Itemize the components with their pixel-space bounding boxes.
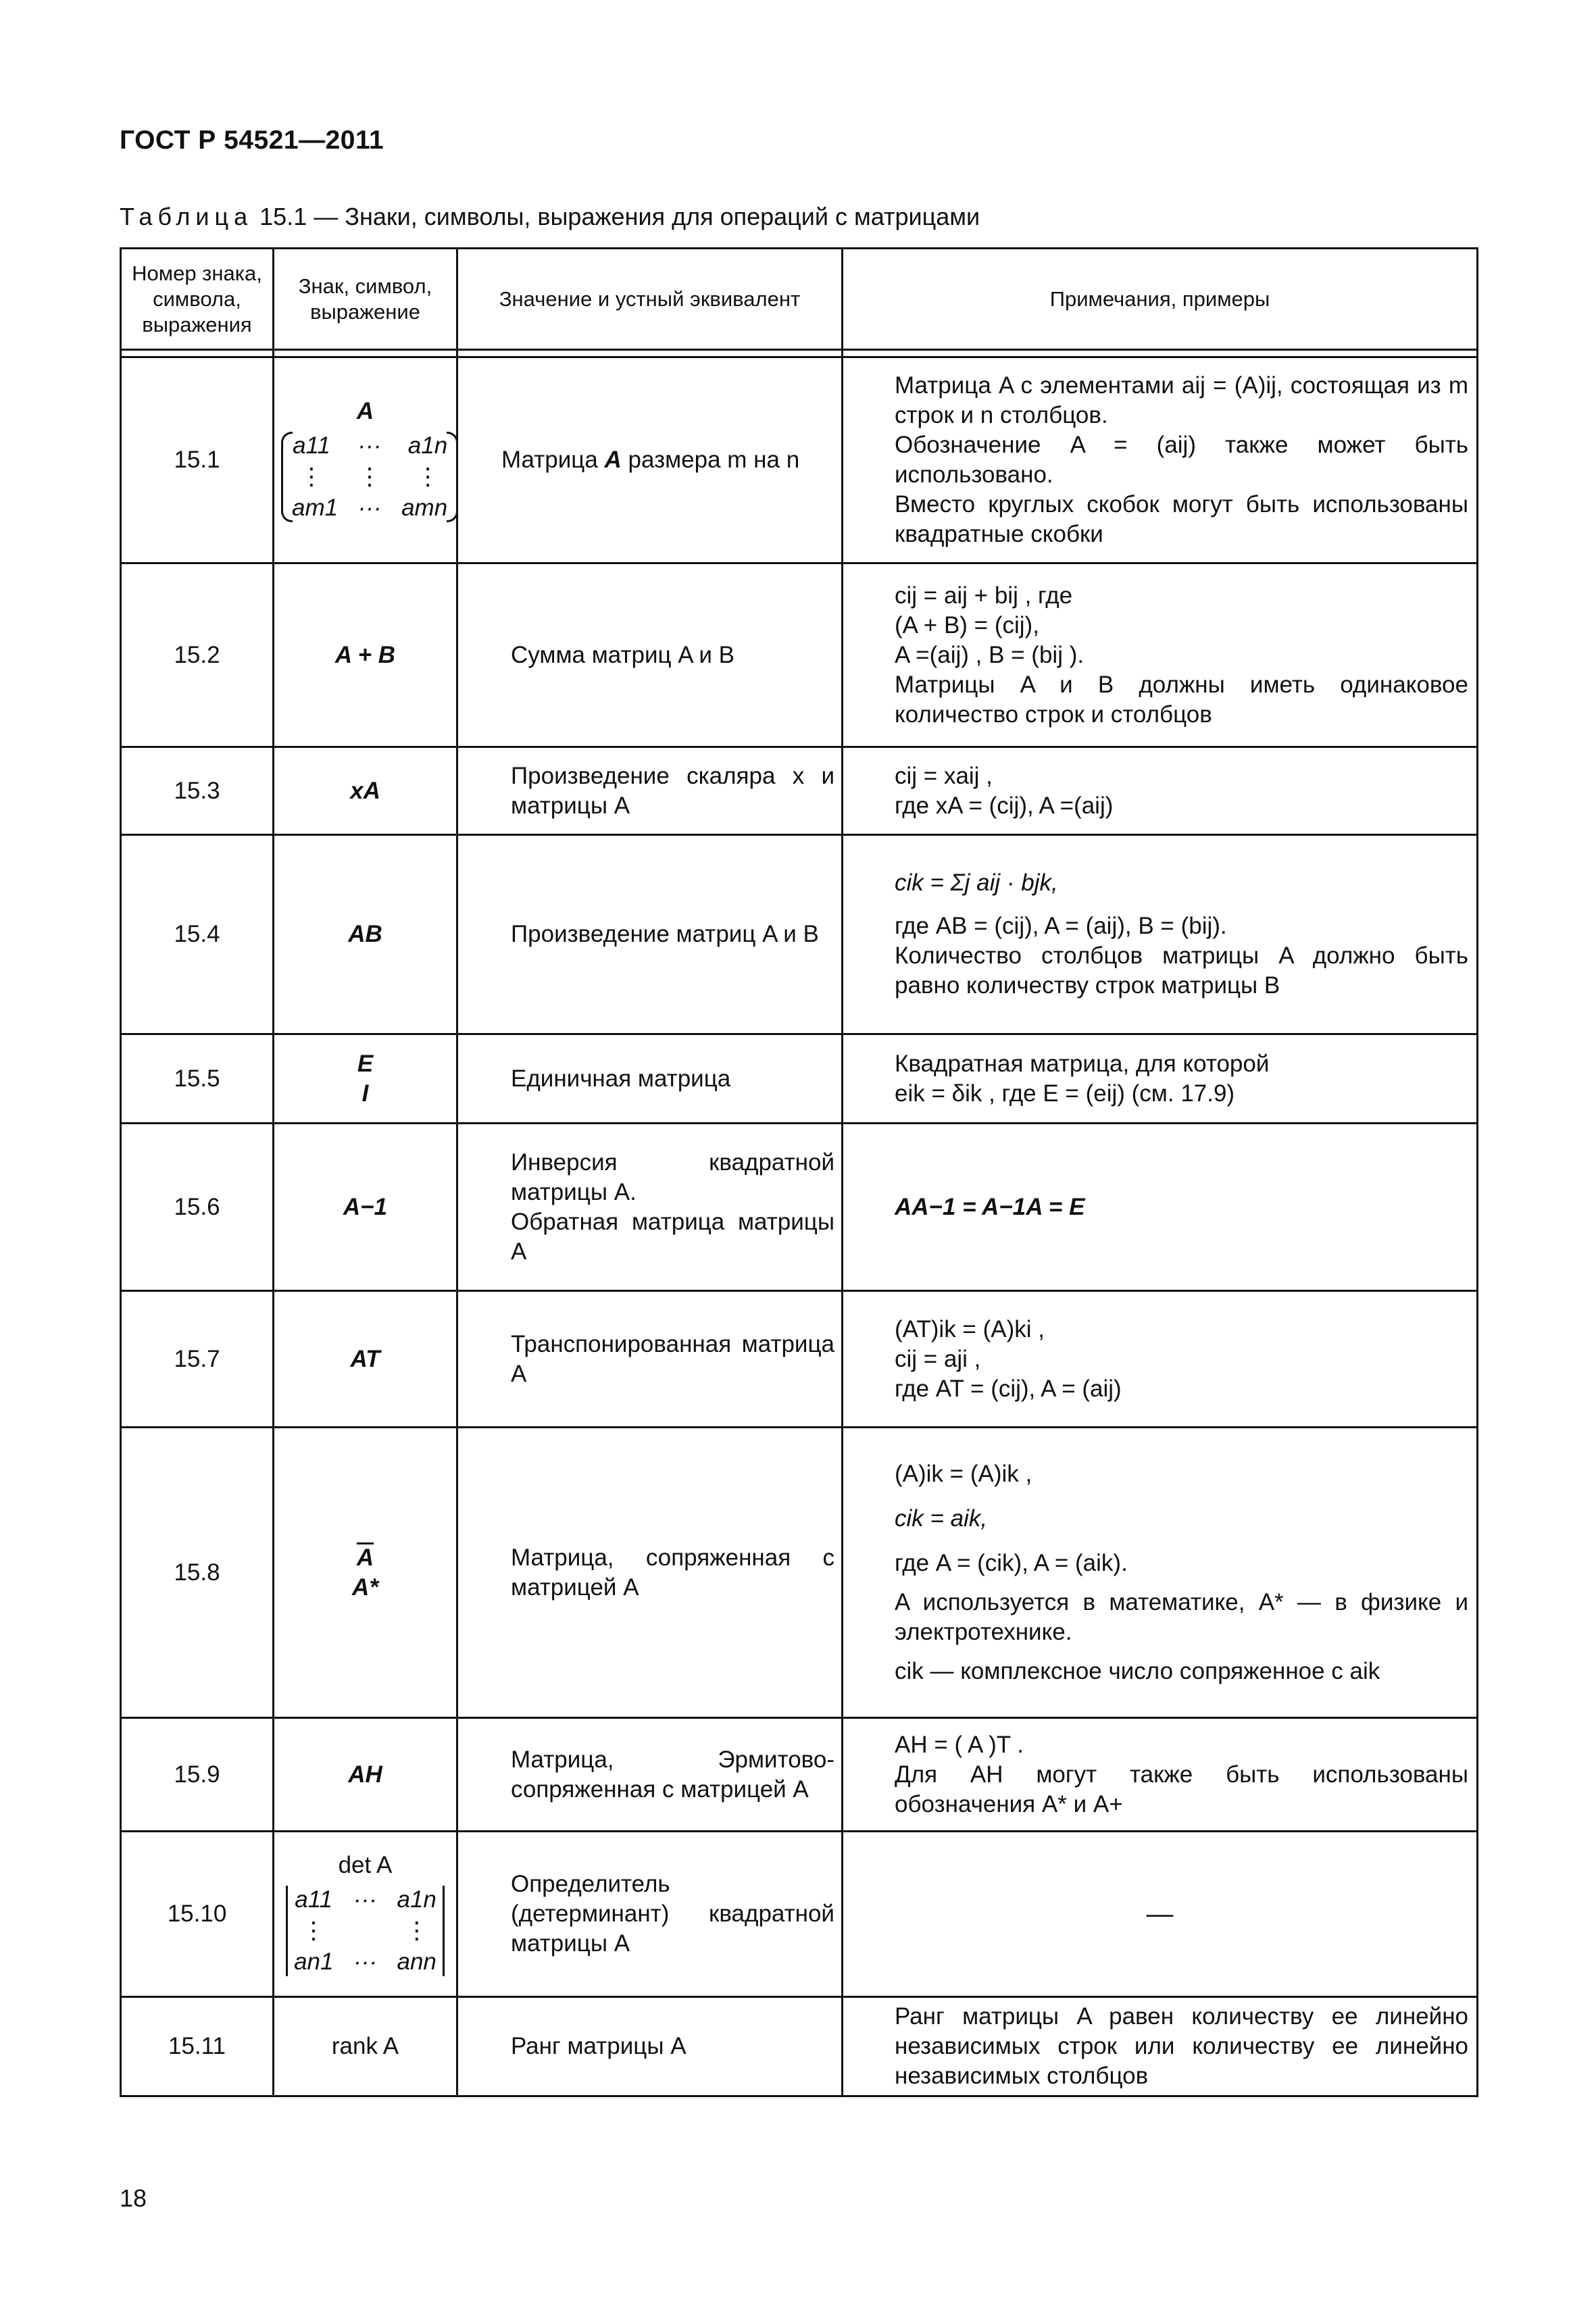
matrix-dots: ⋮ [357,463,382,490]
meaning-text: Матрица, Эрмитово-сопряженная с матрицей A [511,1746,834,1803]
row-notes [843,357,1478,563]
matrix-dots: ⋮ [299,463,324,490]
matrix-entry: a1n [397,1886,437,1913]
table-row [121,1718,1478,1832]
table-row [121,563,1478,747]
row-meaning [457,1718,843,1832]
row-symbol: AT [274,1291,457,1428]
row-number: 15.8 [121,1428,274,1718]
meaning-text: Обратная матрица матрицы A [511,1208,834,1265]
note-line: cik — комплексное число сопряженное с aik [895,1657,1380,1684]
note-line: Матрицы A и B должны иметь одинаковое количество строк и столбцов [895,671,1468,728]
note-line: AH = ( A )T . [895,1731,1024,1758]
matrix-entry: amn [401,495,448,521]
column-header-number: Номер знака, символа, выражения [121,249,274,350]
note-line: Вместо круглых скобок могут быть использованы квадратные скобки [895,491,1468,547]
row-number: 15.10 [121,1832,274,1997]
row-symbol: AH [274,1718,457,1832]
row-number: 15.7 [121,1291,274,1428]
header-separator [121,350,1478,357]
caption-text: 15.1 — Знаки, символы, выражения для операций с матрицами [253,203,980,230]
note-line: cij = xaij , [895,762,993,789]
row-symbol [274,1997,457,2096]
matrix-entry: ann [397,1948,437,1975]
row-number: 15.2 [121,563,274,747]
note-line: где xA = (cij), A =(aij) [895,792,1114,819]
matrix-dots: ··· [357,432,382,459]
matrix-entry: a11 [295,1886,332,1913]
row-meaning [457,1832,843,1997]
meaning-text: Определитель (детерминант) квадратной матрицы A [511,1871,834,1957]
row-meaning [457,1034,843,1124]
note-line: (A + B) = (cij), [895,611,1039,638]
row-symbol: xA [274,747,457,835]
row-meaning [457,1997,843,2096]
row-number: 15.3 [121,747,274,835]
matrix-dots: ⋮ [301,1917,326,1944]
table-row [121,747,1478,835]
note-line: A =(aij) , B = (bij ). [895,641,1084,668]
note-line: A используется в математике, A* — в физике и электротехнике. [895,1588,1468,1645]
table-row [121,1832,1478,1997]
row-number: 15.9 [121,1718,274,1832]
row-meaning [457,835,843,1034]
row-symbol [274,1832,457,1997]
table-header-row [121,249,1478,350]
row-notes [843,747,1478,835]
note-line: где AB = (cij), A = (aij), B = (bij). [895,913,1227,939]
note-line: eik = δik , где E = (eij) (см. 17.9) [895,1080,1235,1107]
meaning-text: Инверсия квадратной матрицы A. [511,1149,834,1205]
row-notes [843,1034,1478,1124]
meaning-text: Матрица [501,447,605,473]
table-row [121,1997,1478,2096]
row-notes: — [843,1832,1478,1997]
row-notes [843,1291,1478,1428]
row-number: 15.5 [121,1034,274,1124]
row-meaning [457,1291,843,1428]
meaning-text: Транспонированная матрица A [511,1330,834,1387]
row-symbol [274,1428,457,1718]
note-line: cik = Σj aij · bjk, [895,870,1058,896]
note-line: cij = aij + bij , где [895,582,1073,609]
note-line: Количество столбцов матрицы A должно быть равно количеству строк матрицы B [895,942,1468,999]
row-notes [843,835,1478,1034]
matrix-entry: am1 [292,495,339,521]
page-number: 18 [120,2184,147,2212]
matrix-dots: ⋮ [405,1917,429,1944]
matrix-dots: ⋮ [416,463,440,490]
row-symbol [274,1034,457,1124]
column-header-notes: Примечания, примеры [843,249,1478,350]
table-row [121,835,1478,1034]
meaning-text: Единичная матрица [511,1065,731,1092]
note-line: Обозначение A = (aij) также может быть использовано. [895,432,1468,488]
matrix-entry: a11 [293,432,330,459]
table-row [121,1034,1478,1124]
matrix-operations-table [120,247,1478,2097]
note-line: (A)ik = (A)ik , [895,1460,1032,1487]
meaning-text: размера m на n [621,447,800,473]
matrix-dots: ··· [353,1886,377,1913]
symbol-text: A [356,398,374,424]
note-line: где AT = (cij), A = (aij) [895,1375,1122,1402]
symbol-text: E [357,1050,374,1077]
row-number: 15.11 [121,1997,274,2096]
row-notes [843,563,1478,747]
symbol-text: A* [352,1574,378,1601]
meaning-text: Матрица, сопряженная с матрицей A [511,1544,834,1601]
row-meaning [457,1428,843,1718]
table-caption [120,203,980,231]
row-number: 15.6 [121,1124,274,1291]
row-meaning [457,1124,843,1291]
column-header-meaning: Значение и устный эквивалент [457,249,843,350]
row-symbol [274,357,457,563]
table-row [121,1124,1478,1291]
table-row [121,1428,1478,1718]
symbol-text: rank A [331,2033,399,2059]
matrix-notation [281,430,458,524]
note-line: где A = (cik), A = (aik). [895,1549,1128,1576]
determinant-notation [283,1884,447,1978]
meaning-text: Произведение скаляра x и матрицы A [511,762,834,819]
meaning-text: Ранг матрицы A [511,2033,687,2059]
symbol-text: det A [338,1852,393,1878]
note-line: cik = aik, [895,1505,988,1532]
row-meaning [457,357,843,563]
note-line: Ранг матрицы A равен количеству ее линейно независимых строк или количеству ее линейно независимых столбцов [895,2003,1468,2089]
matrix-entry: a1n [407,432,448,459]
row-notes [843,1124,1478,1291]
row-meaning [457,563,843,747]
matrix-dots: ··· [357,495,382,521]
table-row [121,1291,1478,1428]
row-number: 15.1 [121,357,274,563]
meaning-text: Произведение матриц A и B [511,921,819,947]
symbol-text: I [361,1080,369,1107]
note-line: Квадратная матрица, для которой [895,1050,1270,1077]
note-line: cij = aji , [895,1345,981,1372]
row-symbol: A−1 [274,1124,457,1291]
row-meaning [457,747,843,835]
caption-label: Таблица [120,203,253,230]
row-number: 15.4 [121,835,274,1034]
symbol-text: $\overline{A}$ [356,1544,374,1571]
matrix-entry: an1 [294,1948,334,1975]
row-symbol: AB [274,835,457,1034]
table-row [121,357,1478,563]
meaning-text: Сумма матриц A и B [511,641,735,668]
document-header: ГОСТ Р 54521—2011 [120,126,384,155]
row-symbol: A + B [274,563,457,747]
note-line: Для AH могут также быть использованы обозначения A* и A+ [895,1761,1468,1817]
note-line: Матрица A с элементами aij = (A)ij, состоящая из m строк и n столбцов. [895,372,1468,428]
note-line: (AT)ik = (A)ki , [895,1315,1045,1342]
row-notes [843,1428,1478,1718]
row-notes [843,1718,1478,1832]
meaning-symbol: A [604,447,622,473]
matrix-dots: ··· [353,1948,377,1975]
column-header-symbol: Знак, символ, выражение [274,249,457,350]
note-line: AA−1 = A−1A = E [895,1193,1085,1220]
row-notes [843,1997,1478,2096]
